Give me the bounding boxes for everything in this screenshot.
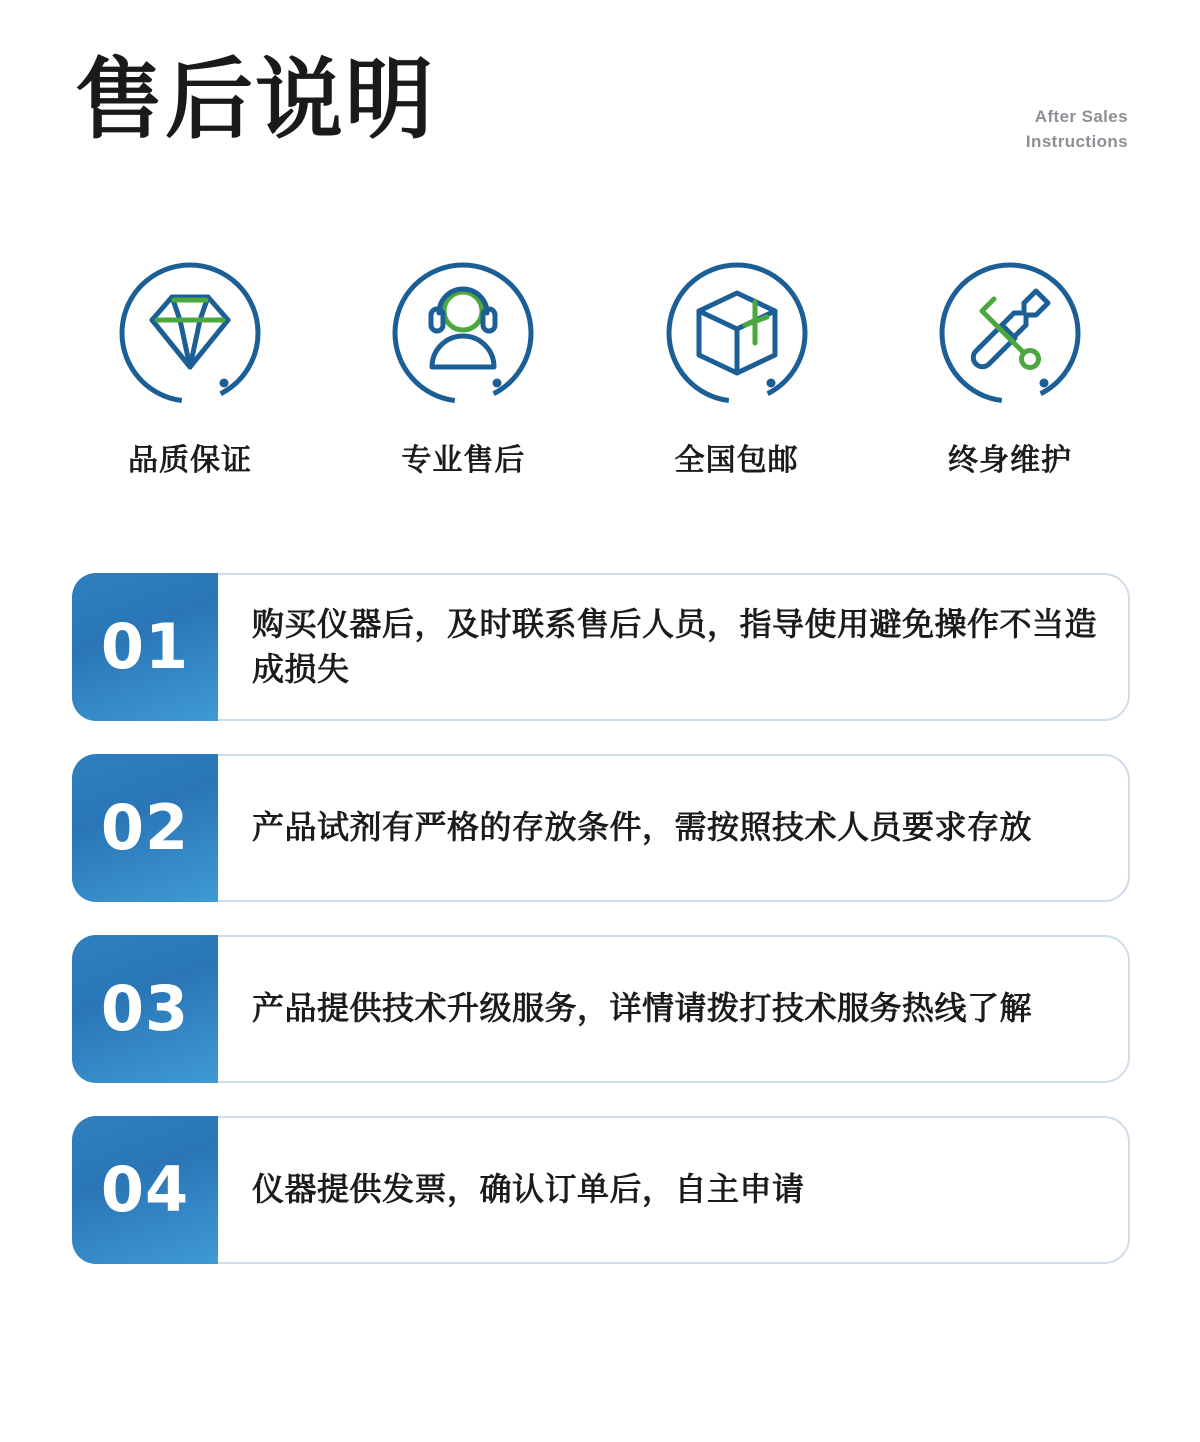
step-item-03 [72,935,1130,1083]
feature-list [90,255,1110,479]
subtitle-line-2: Instructions [1025,131,1128,151]
step-item-04 [72,1116,1130,1264]
feature-label: 全国包邮 [674,444,799,477]
page-header [0,0,1200,200]
step-text: 产品试剂有严格的存放条件，需按照技术人员要求存放 [252,809,1033,846]
step-text: 仪器提供发票，确认订单后，自主申请 [252,1171,805,1208]
step-badge [72,935,218,1083]
feature-item-shipping [637,255,837,479]
page-title: 售后说明 [75,47,436,151]
feature-label: 专业售后 [401,444,526,477]
headset-support-icon [385,255,541,411]
step-number: 04 [100,1153,190,1226]
feature-item-maintenance [910,255,1110,479]
step-number: 01 [100,610,190,683]
package-box-icon [659,255,815,411]
step-badge [72,754,218,902]
step-number: 02 [100,791,190,864]
diamond-icon [112,255,268,411]
step-item-02 [72,754,1130,902]
step-number: 03 [100,972,190,1045]
feature-label: 品质保证 [128,444,252,477]
step-list [72,573,1130,1297]
step-badge [72,573,218,721]
feature-item-quality [90,255,290,479]
feature-item-support [363,255,563,479]
feature-label: 终身维护 [947,444,1072,477]
subtitle-line-1: After Sales [1034,107,1128,126]
wrench-screwdriver-icon [932,255,1088,411]
step-badge [72,1116,218,1264]
step-item-01 [72,573,1130,721]
step-text: 购买仪器后，及时联系售后人员，指导使用避免操作不当造成损失 [252,605,1098,687]
page-subtitle-english [1026,105,1128,154]
step-text: 产品提供技术升级服务，详情请拨打技术服务热线了解 [252,990,1033,1027]
